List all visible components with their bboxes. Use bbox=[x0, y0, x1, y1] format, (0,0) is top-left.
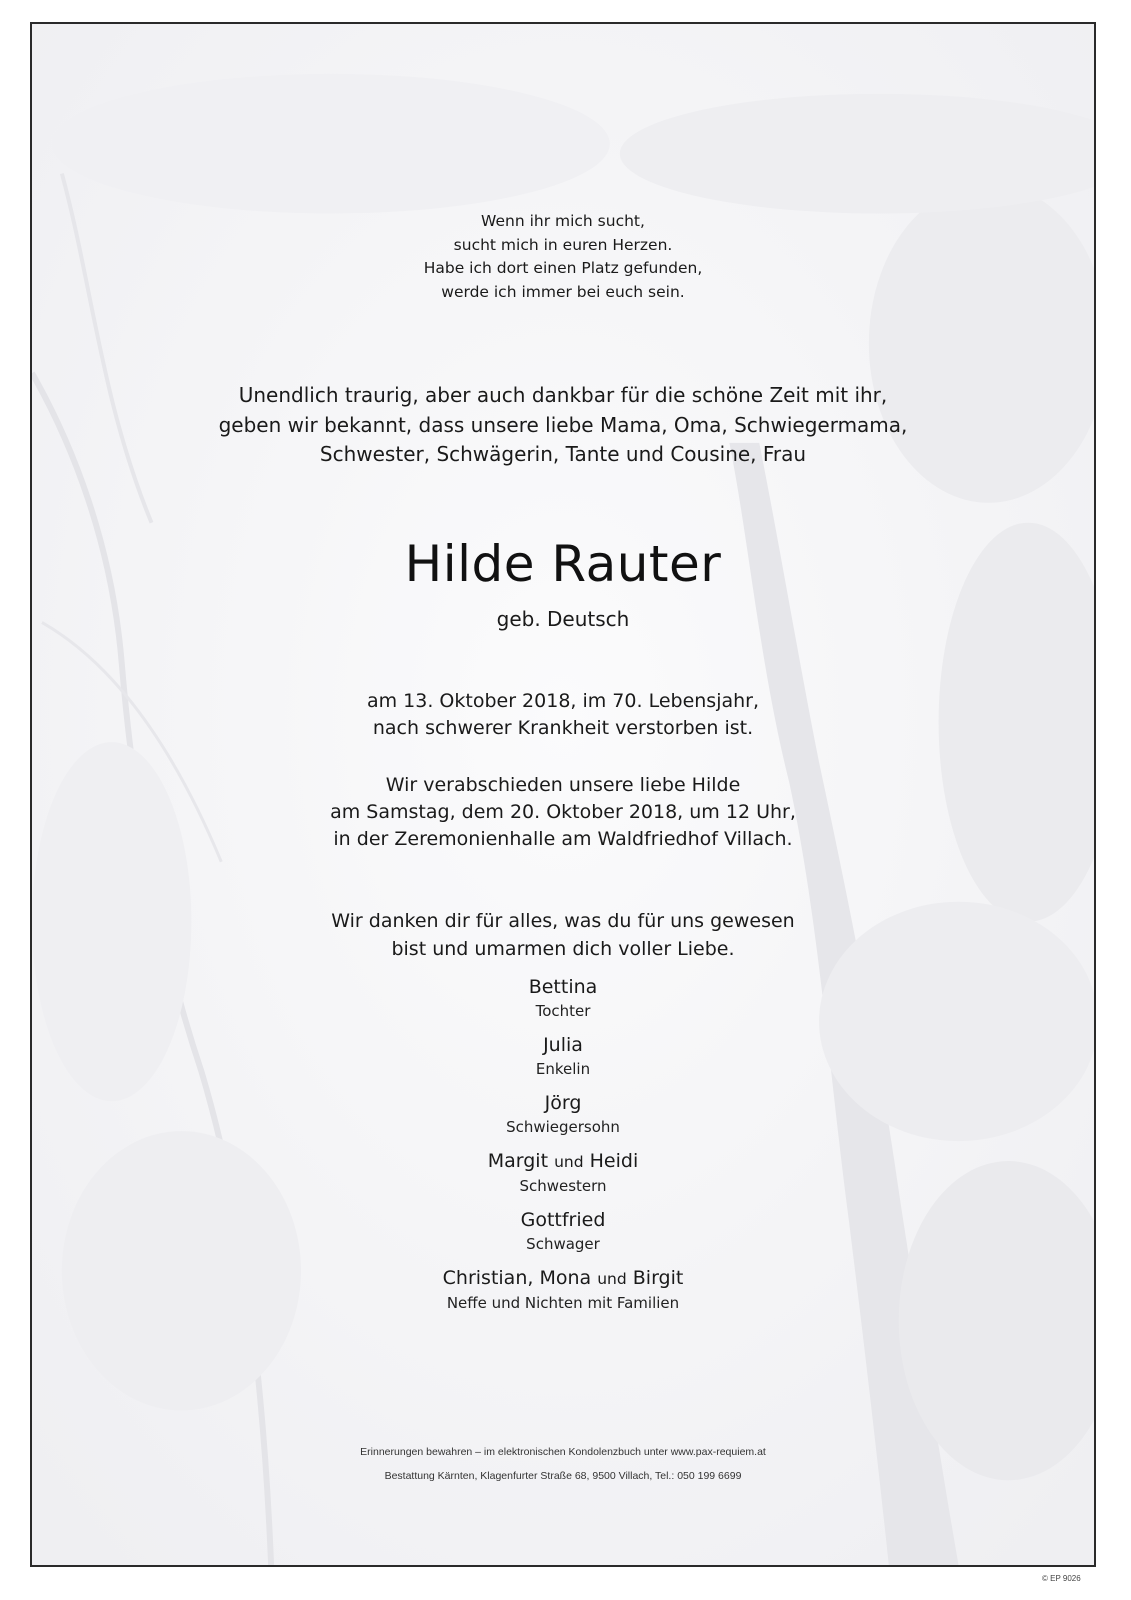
mourner-name: Heidi bbox=[589, 1150, 639, 1172]
intro-line: geben wir bekannt, dass unsere liebe Mama, Oma, Schwiegermama, bbox=[218, 412, 908, 437]
funeral-details bbox=[32, 772, 1094, 853]
mourner-name: Christian, Mona bbox=[442, 1267, 592, 1289]
mourner-relation: Neffe und Nichten mit Familien bbox=[446, 1294, 680, 1312]
farewell-line: in der Zeremonienhalle am Waldfriedhof Villach. bbox=[333, 828, 793, 850]
mourner-name: Bettina bbox=[528, 976, 598, 998]
poem-line: werde ich immer bei euch sein. bbox=[441, 282, 685, 301]
mourner-joiner: und bbox=[554, 1153, 584, 1171]
thanks-message bbox=[32, 907, 1094, 963]
death-notice bbox=[32, 688, 1094, 742]
mourner-relation: Schwiegersohn bbox=[506, 1118, 620, 1136]
intro-line: Schwester, Schwägerin, Tante und Cousine, Frau bbox=[319, 442, 807, 466]
farewell-line: Wir verabschieden unsere liebe Hilde bbox=[385, 774, 741, 796]
mourner-name: Birgit bbox=[632, 1267, 684, 1289]
undertaker-address: Bestattung Kärnten, Klagenfurter Straße 68, 9500 Villach, Tel.: 050 199 6699 bbox=[384, 1470, 742, 1482]
mourner-entry bbox=[32, 1265, 1094, 1314]
poem-line: Habe ich dort einen Platz gefunden, bbox=[423, 259, 703, 277]
mourner-entry bbox=[32, 1207, 1094, 1255]
condolence-book-note: Erinnerungen bewahren – im elektronischen Kondolenzbuch unter www.pax-requiem.at bbox=[360, 1446, 766, 1458]
mourner-entry bbox=[32, 1032, 1094, 1080]
mourner-name: Jörg bbox=[544, 1092, 582, 1114]
mourner-name: Gottfried bbox=[520, 1209, 606, 1231]
mourner-names bbox=[32, 1265, 1094, 1292]
poem bbox=[32, 210, 1094, 304]
mourner-relation: Tochter bbox=[535, 1002, 591, 1020]
thanks-line: bist und umarmen dich voller Liebe. bbox=[391, 938, 735, 960]
farewell-line: am Samstag, dem 20. Oktober 2018, um 12 Uhr, bbox=[330, 801, 796, 823]
death-line: am 13. Oktober 2018, im 70. Lebensjahr, bbox=[366, 690, 760, 712]
mourner-name: Margit bbox=[487, 1150, 549, 1172]
item-code: © EP 9026 bbox=[1042, 1574, 1081, 1583]
maiden-name: geb. Deutsch bbox=[496, 607, 630, 631]
mourner-name: Julia bbox=[543, 1034, 583, 1056]
poem-line: Wenn ihr mich sucht, bbox=[481, 212, 645, 230]
mourner-names bbox=[32, 1148, 1094, 1175]
obituary-content bbox=[32, 24, 1094, 1565]
thanks-line: Wir danken dir für alles, was du für uns gewesen bbox=[331, 910, 795, 932]
poem-line: sucht mich in euren Herzen. bbox=[453, 235, 673, 254]
mourner-entry bbox=[32, 1090, 1094, 1138]
announcement-intro bbox=[32, 381, 1094, 470]
mourner-entry bbox=[32, 974, 1094, 1022]
mourners-list bbox=[32, 974, 1094, 1324]
mourner-joiner: und bbox=[597, 1270, 627, 1288]
footer bbox=[32, 1440, 1094, 1488]
mourner-relation: Enkelin bbox=[535, 1060, 591, 1078]
mourner-relation: Schwager bbox=[526, 1235, 600, 1253]
deceased-name: Hilde Rauter bbox=[404, 535, 722, 593]
obituary-frame bbox=[30, 22, 1096, 1567]
intro-line: Unendlich traurig, aber auch dankbar für die schöne Zeit mit ihr, bbox=[238, 383, 888, 407]
mourner-relation: Schwestern bbox=[519, 1177, 607, 1195]
mourner-entry bbox=[32, 1148, 1094, 1197]
death-line: nach schwerer Krankheit verstorben ist. bbox=[372, 717, 754, 739]
